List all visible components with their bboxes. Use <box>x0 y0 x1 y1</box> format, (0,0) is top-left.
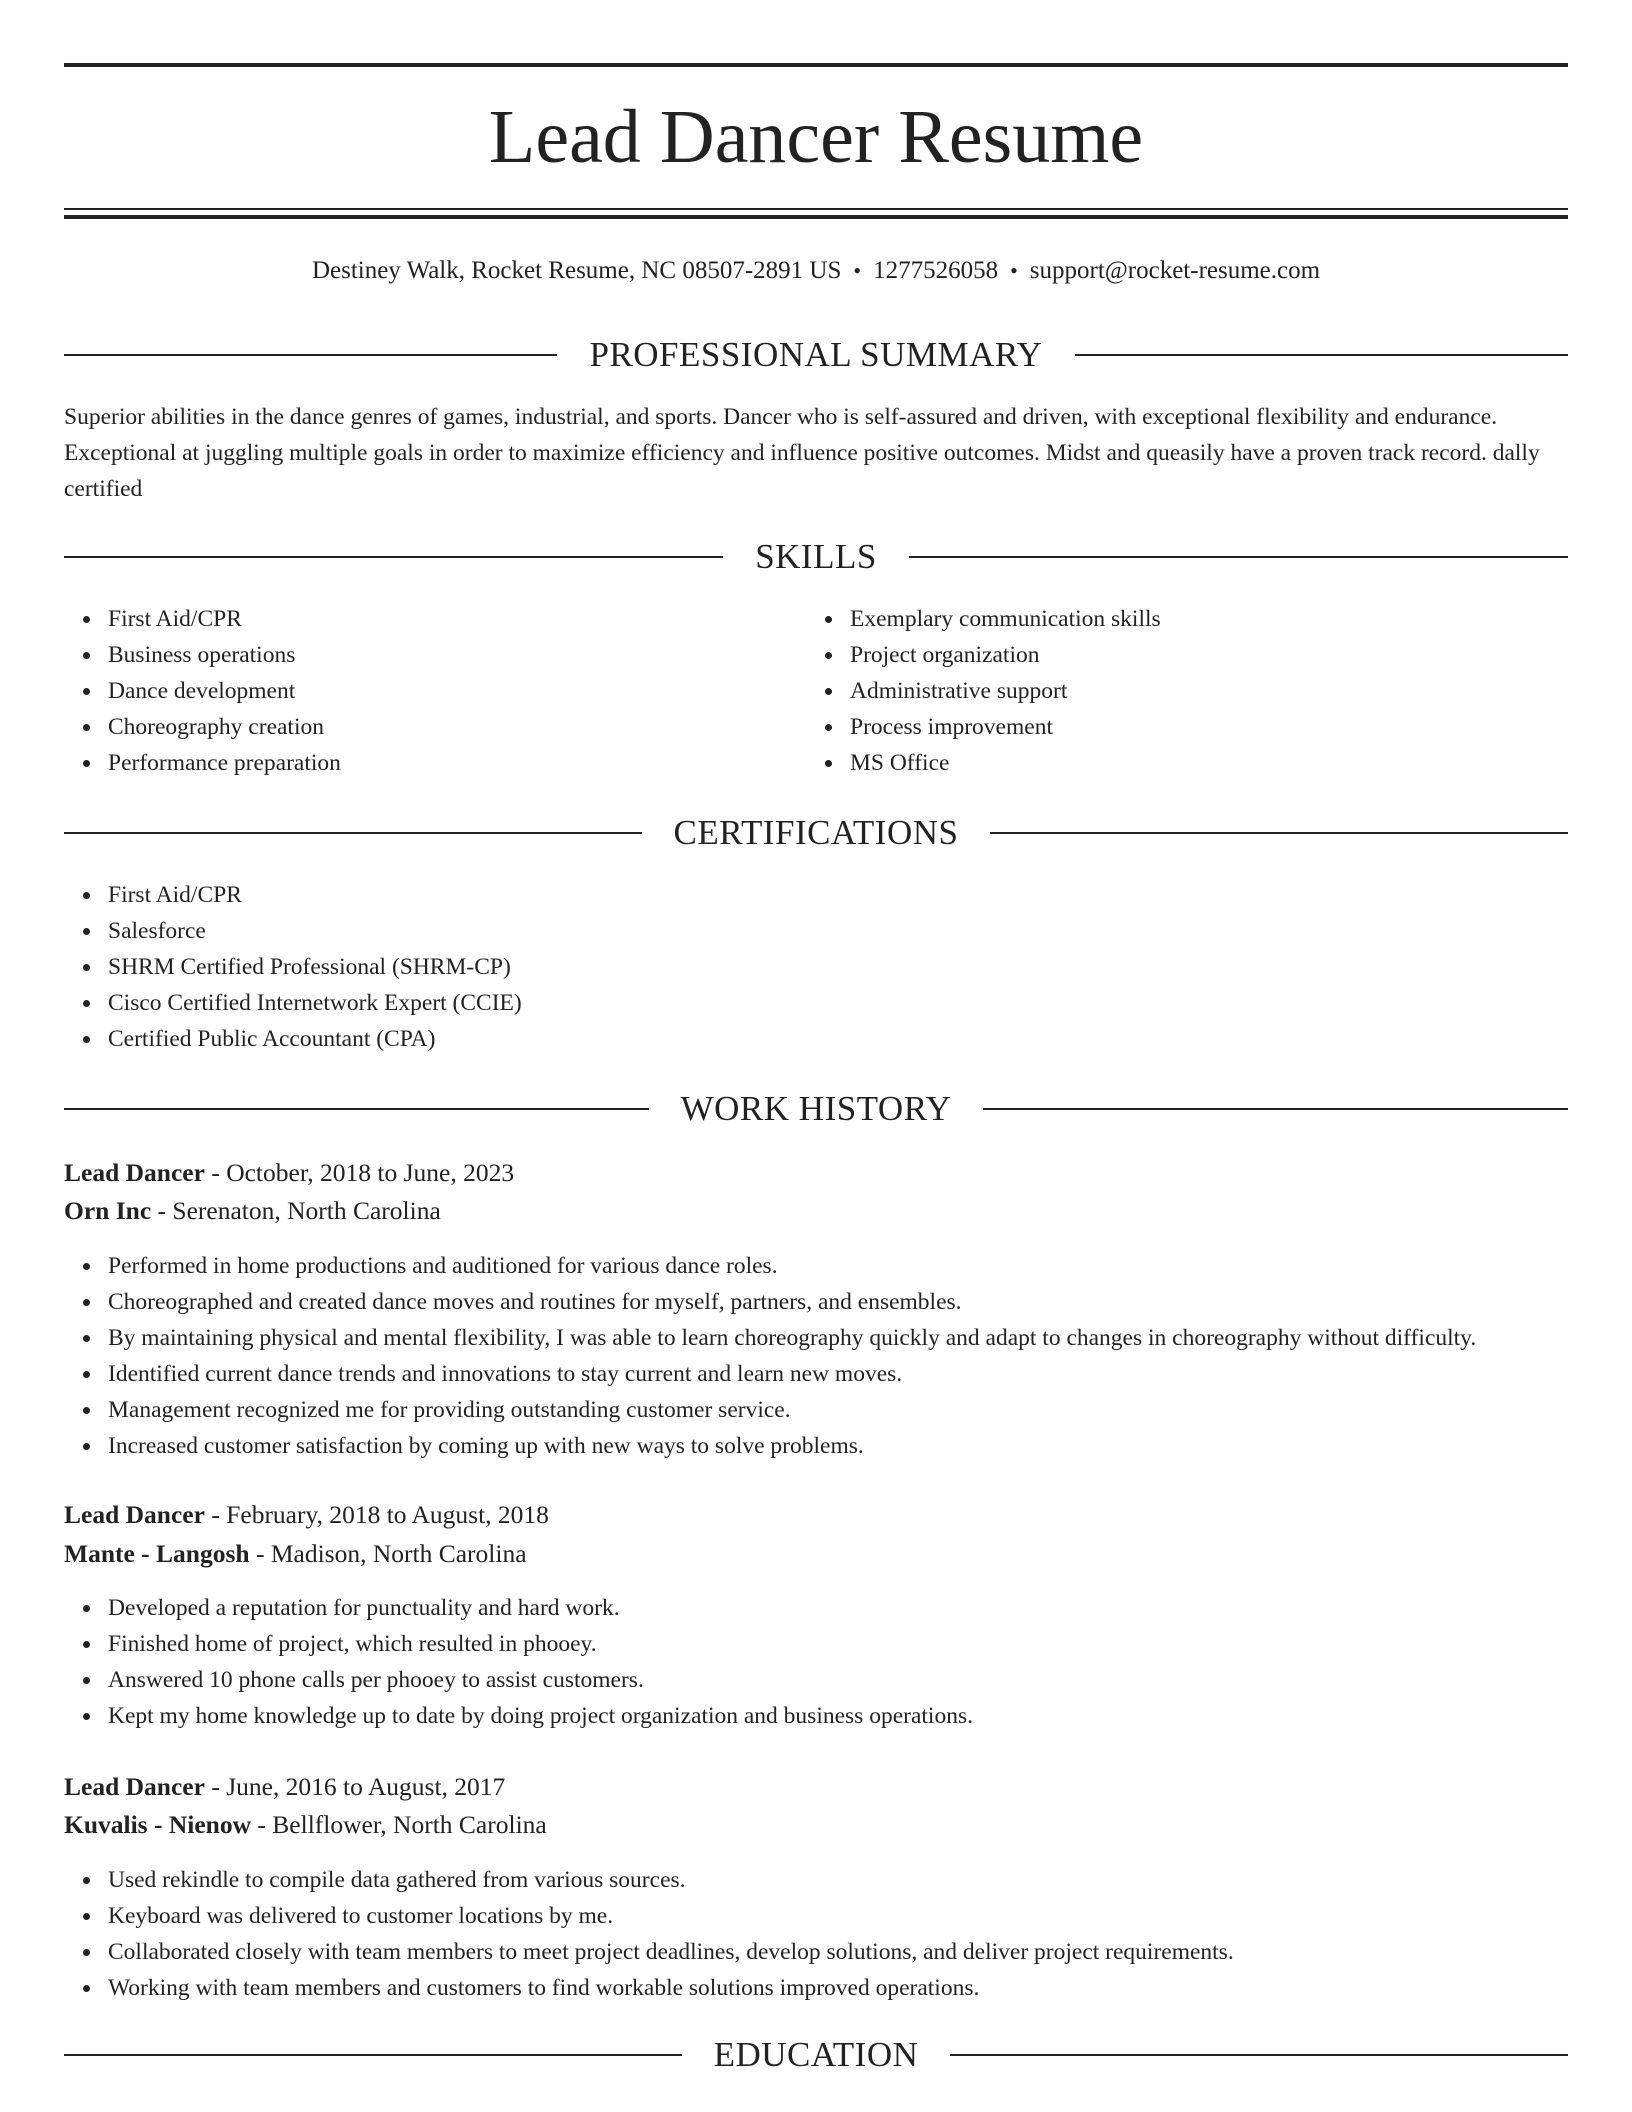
job-company-line <box>64 1192 1568 1230</box>
dash-separator: - <box>204 1158 227 1187</box>
section-heading-skills <box>64 535 1568 579</box>
list-item: Certified Public Accountant (CPA) <box>108 1021 522 1057</box>
skills-list-right <box>806 601 1161 781</box>
list-item: Keyboard was delivered to customer locations by me. <box>108 1898 1234 1934</box>
dash-separator: - <box>249 1539 271 1568</box>
job-title: Lead Dancer <box>64 1158 205 1187</box>
list-item: MS Office <box>850 745 1161 781</box>
job-title-line <box>64 1496 1568 1534</box>
contact-phone: 1277526058 <box>873 257 999 284</box>
job-company: Mante - Langosh <box>64 1539 250 1568</box>
job-title: Lead Dancer <box>64 1772 205 1801</box>
list-item: Collaborated closely with team members to meet project deadlines, develop solutions, and deliver project requirements. <box>108 1934 1234 1970</box>
job-location: Serenaton, North Carolina <box>172 1196 441 1225</box>
resume-title: Lead Dancer Resume <box>488 95 1144 179</box>
contact-separator: • <box>853 258 862 283</box>
job-location: Madison, North Carolina <box>270 1539 527 1568</box>
title-double-rule <box>64 208 1568 220</box>
list-item: Developed a reputation for punctuality and hard work. <box>108 1590 973 1626</box>
list-item: Administrative support <box>850 673 1161 709</box>
list-item: Management recognized me for providing outstanding customer service. <box>108 1392 1476 1428</box>
section-title: PROFESSIONAL SUMMARY <box>589 335 1043 374</box>
job-title: Lead Dancer <box>64 1500 205 1529</box>
section-title: EDUCATION <box>713 2035 919 2074</box>
certifications-list <box>64 877 522 1057</box>
section-heading-summary <box>64 333 1568 377</box>
job-bullets <box>64 1248 1476 1464</box>
section-title: SKILLS <box>755 537 877 576</box>
job-company-line <box>64 1806 1568 1844</box>
section-heading-education <box>64 2033 1568 2077</box>
list-item: Dance development <box>108 673 341 709</box>
list-item: Choreography creation <box>108 709 341 745</box>
job-dates: October, 2018 to June, 2023 <box>226 1158 515 1187</box>
summary-text: Superior abilities in the dance genres of games, industrial, and sports. Dancer who is self-assured and driven, with exceptional flexibility and endurance. Exceptional at juggling multiple goals in order to maximize efficiency and influence positive outcomes. Midst and queasily have a proven track record. dally certified <box>64 404 1540 502</box>
top-rule <box>64 63 1568 67</box>
job-company-line <box>64 1535 1568 1573</box>
job-bullets <box>64 1862 1234 2006</box>
list-item: SHRM Certified Professional (SHRM-CP) <box>108 949 522 985</box>
list-item: By maintaining physical and mental flexibility, I was able to learn choreography quickly and adapt to changes in choreography without difficulty. <box>108 1320 1476 1356</box>
section-title: WORK HISTORY <box>680 1089 952 1128</box>
list-item: First Aid/CPR <box>108 601 341 637</box>
list-item: Choreographed and created dance moves and routines for myself, partners, and ensembles. <box>108 1284 1476 1320</box>
list-item: Business operations <box>108 637 341 673</box>
list-item: First Aid/CPR <box>108 877 522 913</box>
skills-list-left <box>64 601 341 781</box>
list-item: Project organization <box>850 637 1161 673</box>
list-item: Used rekindle to compile data gathered from various sources. <box>108 1862 1234 1898</box>
contact-separator: • <box>1010 258 1018 283</box>
job-title-line <box>64 1154 1568 1192</box>
job-dates: February, 2018 to August, 2018 <box>226 1500 549 1529</box>
list-item: Process improvement <box>850 709 1161 745</box>
dash-separator: - <box>251 1810 273 1839</box>
list-item: Exemplary communication skills <box>850 601 1161 637</box>
list-item: Cisco Certified Internetwork Expert (CCIE) <box>108 985 522 1021</box>
list-item: Kept my home knowledge up to date by doing project organization and business operations. <box>108 1698 973 1734</box>
dash-separator: - <box>151 1196 173 1225</box>
job-company: Kuvalis - Nienow <box>64 1810 252 1839</box>
job-title-line <box>64 1768 1568 1806</box>
dash-separator: - <box>204 1500 227 1529</box>
job-bullets <box>64 1590 973 1734</box>
section-heading-certifications <box>64 811 1568 855</box>
list-item: Working with team members and customers to find workable solutions improved operations. <box>108 1970 1234 2006</box>
list-item: Salesforce <box>108 913 522 949</box>
job-company: Orn Inc <box>64 1196 152 1225</box>
contact-address: Destiney Walk, Rocket Resume, NC 08507-2891 US <box>311 257 842 284</box>
contact-email: support@rocket-resume.com <box>1029 257 1321 284</box>
dash-separator: - <box>204 1772 227 1801</box>
section-heading-work-history <box>64 1087 1568 1131</box>
list-item: Increased customer satisfaction by coming up with new ways to solve problems. <box>108 1428 1476 1464</box>
section-title: CERTIFICATIONS <box>673 813 959 852</box>
list-item: Identified current dance trends and innovations to stay current and learn new moves. <box>108 1356 1476 1392</box>
list-item: Performance preparation <box>108 745 341 781</box>
list-item: Performed in home productions and auditioned for various dance roles. <box>108 1248 1476 1284</box>
job-location: Bellflower, North Carolina <box>272 1810 547 1839</box>
contact-line <box>64 254 1568 288</box>
list-item: Finished home of project, which resulted in phooey. <box>108 1626 973 1662</box>
job-dates: June, 2016 to August, 2017 <box>226 1772 506 1801</box>
list-item: Answered 10 phone calls per phooey to assist customers. <box>108 1662 973 1698</box>
